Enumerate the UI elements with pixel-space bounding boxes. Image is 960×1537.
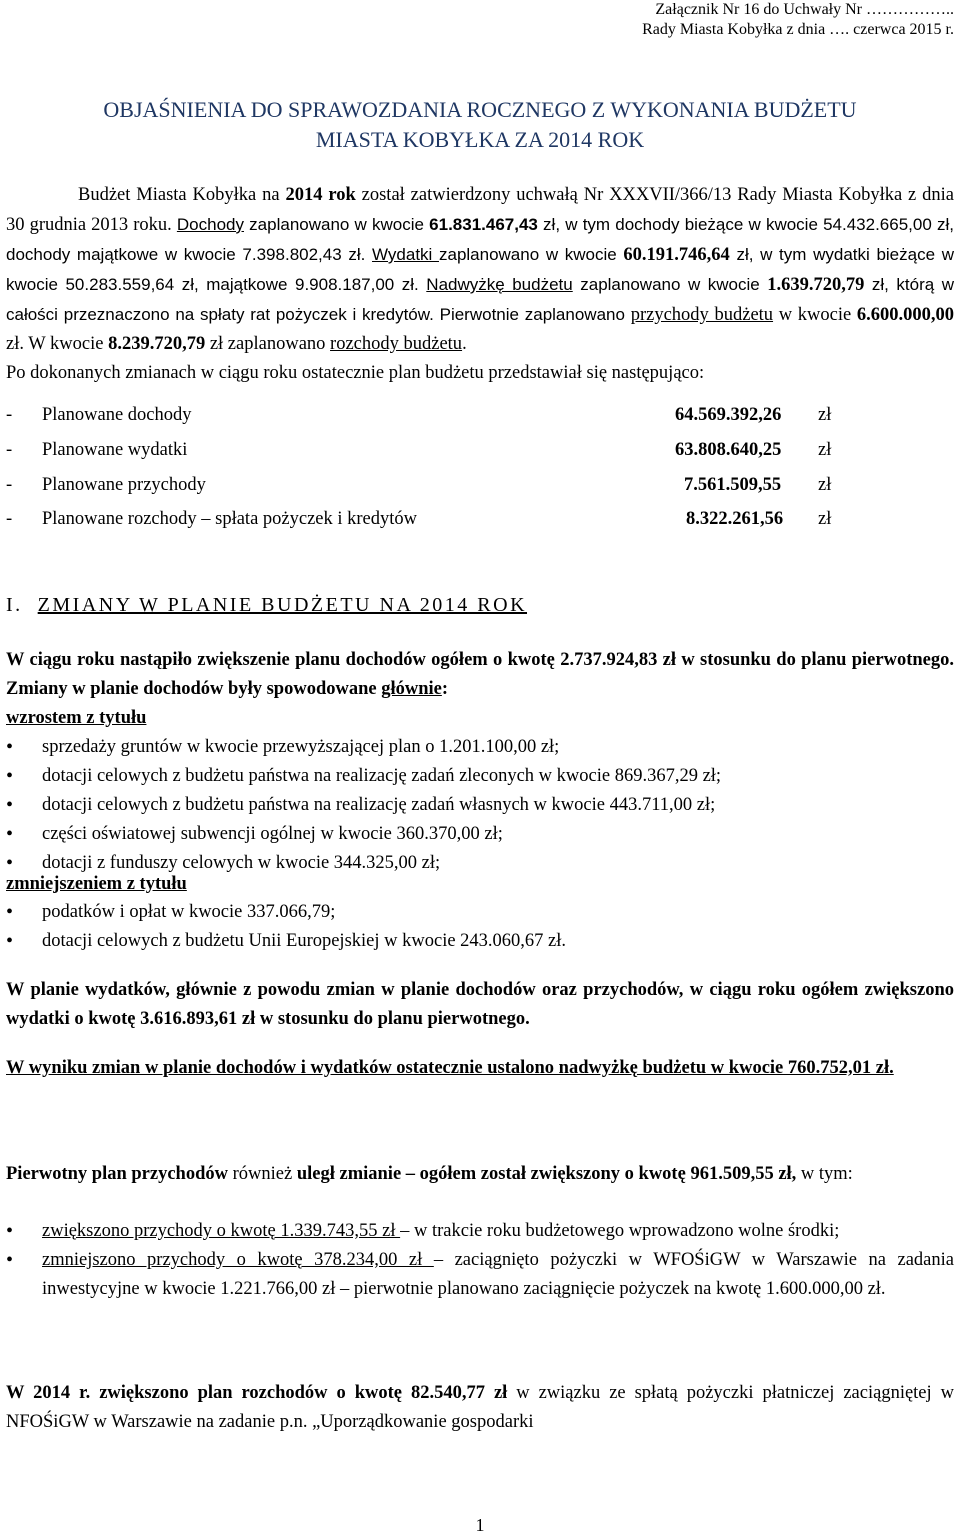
surplus-text: zaplanowano w kwocie: [572, 275, 768, 294]
revenue-increase: zwiększono przychody o kwotę 1.339.743,55 zł: [42, 1221, 401, 1241]
plan-dash: -: [6, 475, 13, 495]
list-item: [6, 1217, 954, 1246]
revenue-decrease: zmniejszono przychody o kwotę 378.234,00 zł: [42, 1250, 434, 1270]
revenue-plan-paragraph: [6, 1160, 954, 1189]
income-change-mainly: głównie: [381, 679, 442, 699]
header-line-1: Załącznik Nr 16 do Uchwały Nr ……………..: [655, 1, 954, 18]
intro-text-2: został zatwierdzony uchwałą Nr XXXVII/366/13 Rady Miasta Kobyłka z dnia 30 grudnia 2013 roku.: [6, 185, 954, 235]
plan-unit: zł: [818, 440, 832, 460]
revenue-label: przychody budżetu: [630, 305, 774, 325]
outflows-text-1: zwiększono plan rozchodów o kwotę: [90, 1383, 411, 1403]
plan-row-expenses: [6, 440, 954, 474]
outflows-text-2: w związku ze spłatą pożyczki płatniczej zaciągniętej w NFOŚiGW w Warszawie na zadanie p.n. „Uporządkowanie gospodarki: [6, 1383, 954, 1432]
plan-dash: -: [6, 405, 13, 425]
plan-label: Planowane rozchody – spłata pożyczek i kredytów: [42, 509, 418, 529]
list-item: • dotacji celowych z budżetu Unii Europejskiej w kwocie 243.060,67 zł.: [6, 927, 954, 956]
expense-details: zł, w tym wydatki bieżące w kwocie 50.283.559,64 zł, majątkowe 9.908.187,00 zł.: [6, 245, 954, 294]
intro-paragraph: [6, 181, 954, 388]
expenses-paragraph: [6, 976, 954, 1034]
list-item: • części oświatowej subwencji ogólnej w kwocie 360.370,00 zł;: [6, 820, 954, 849]
plan-unit: zł: [818, 405, 832, 425]
document-title: [0, 95, 960, 155]
increase-label: wzrostem z tytułu: [6, 708, 147, 728]
revenue-plan-text-2: również: [232, 1164, 293, 1184]
section-number: I.: [6, 594, 23, 616]
plan-unit: zł: [818, 475, 832, 495]
intro-text-1: Budżet Miasta Kobyłka na: [78, 185, 286, 205]
section-title-text: ZMIANY W PLANIE BUDŻETU NA 2014 ROK: [37, 594, 528, 616]
expense-amount: 60.191.746,64: [623, 245, 730, 265]
list-item: • podatków i opłat w kwocie 337.066,79;: [6, 898, 954, 927]
income-amount: 61.831.467,43: [429, 215, 538, 234]
revenue-amount: 6.600.000,00: [856, 305, 954, 325]
list-item: [6, 1246, 954, 1304]
plan-dash: -: [6, 440, 13, 460]
decrease-list: [6, 898, 954, 956]
list-item: • dotacji celowych z budżetu państwa na realizację zadań własnych w kwocie 443.711,00 zł;: [6, 791, 954, 820]
list-item: • dotacji celowych z budżetu państwa na realizację zadań zleconych w kwocie 869.367,29 zł;: [6, 762, 954, 791]
plan-row-outflows: [6, 509, 954, 543]
surplus-paragraph: [6, 1054, 954, 1083]
income-change-colon: :: [441, 679, 449, 699]
plan-value: 7.561.509,55: [684, 475, 782, 495]
intro-year: 2014 rok: [285, 185, 356, 205]
plan-label: Planowane dochody: [42, 405, 192, 425]
list-item: • sprzedaży gruntów w kwocie przewyższającej plan o 1.201.100,00 zł;: [6, 733, 954, 762]
surplus-details: zł, którą w całości przeznaczono na spłaty rat pożyczek i kredytów. Pierwotnie zaplanowano: [6, 275, 954, 324]
revenue-decrease-details: – zaciągnięto pożyczki w WFOŚiGW w Warszawie na zadania inwestycyjne w kwocie 1.221.766,00 zł – pierwotnie planowano zaciągnięcie pożyczek na kwotę 1.600.000,00 zł.: [42, 1250, 954, 1299]
expense-text: zaplanowano w kwocie: [438, 245, 624, 264]
title-line-2: MIASTA KOBYŁKA ZA 2014 ROK: [315, 127, 645, 152]
surplus-amount: 1.639.720,79: [767, 275, 865, 295]
decrease-label: zmniejszeniem z tytułu: [6, 874, 187, 894]
revenue-text: w kwocie: [773, 305, 857, 325]
revenue-plan-text-3: uległ zmianie – ogółem został zwiększony o kwotę: [292, 1164, 691, 1184]
plan-intro: Po dokonanych zmianach w ciągu roku ostatecznie plan budżetu przedstawiał się następująco:: [6, 363, 705, 383]
header-line-2: Rady Miasta Kobyłka z dnia …. czerwca 2015 r.: [642, 21, 954, 38]
expenses-text: W planie wydatków, głównie z powodu zmian w planie dochodów oraz przychodów, w ciągu roku ogółem zwiększono wydatki o kwotę 3.616.893,61 zł w stosunku do planu pierwotnego.: [6, 980, 954, 1029]
plan-value: 8.322.261,56: [686, 509, 784, 529]
outflow-text-2: zł zaplanowano: [205, 334, 331, 354]
outflows-year: W 2014 r.: [6, 1383, 91, 1403]
surplus-text: W wyniku zmian w planie dochodów i wydatków ostatecznie ustalono nadwyżkę budżetu w kwocie 760.752,01 zł.: [6, 1058, 894, 1078]
plan-row-income: [6, 405, 954, 439]
outflow-text: zł. W kwocie: [6, 334, 109, 354]
income-change-summary: W ciągu roku nastąpiło zwiększenie planu dochodów ogółem o kwotę 2.737.924,83 zł w stosunku do planu pierwotnego.: [6, 650, 954, 670]
plan-row-revenue: [6, 475, 954, 509]
outflow-label: rozchody budżetu: [330, 334, 463, 354]
revenue-plan-text-1: Pierwotny plan przychodów: [6, 1164, 233, 1184]
section-heading: [6, 590, 527, 620]
increase-list: [6, 733, 954, 878]
expense-label: Wydatki: [372, 245, 439, 264]
decrease-label-row: [6, 870, 954, 899]
page-number: 1: [475, 1515, 485, 1535]
outflow-amount: 8.239.720,79: [108, 334, 206, 354]
revenue-plan-list: [6, 1217, 954, 1304]
plan-value: 63.808.640,25: [675, 440, 782, 460]
revenue-plan-text-4: w tym:: [796, 1164, 853, 1184]
income-label: Dochody: [176, 215, 244, 234]
revenue-plan-amount: 961.509,55 zł,: [690, 1164, 797, 1184]
income-details: zł, w tym dochody bieżące w kwocie 54.432.665,00 zł, dochody majątkowe w kwocie 7.398.802,43 zł.: [6, 215, 954, 264]
plan-label: Planowane przychody: [42, 475, 206, 495]
plan-unit: zł: [818, 509, 832, 529]
surplus-label: Nadwyżkę budżetu: [426, 275, 573, 294]
outflows-amount: 82.540,77 zł: [410, 1383, 508, 1403]
period: .: [462, 334, 467, 354]
list-item: • dotacji z funduszy celowych w kwocie 344.325,00 zł;: [6, 849, 954, 878]
revenue-increase-details: – w trakcie roku budżetowego wprowadzono wolne środki;: [400, 1221, 840, 1241]
plan-label: Planowane wydatki: [42, 440, 188, 460]
income-change-reason: Zmiany w planie dochodów były spowodowane: [6, 679, 382, 699]
outflows-paragraph: [6, 1379, 954, 1437]
income-changes-paragraph: [6, 646, 954, 733]
income-text: zaplanowano w kwocie: [244, 215, 430, 234]
title-line-1: OBJAŚNIENIA DO SPRAWOZDANIA ROCZNEGO Z WYKONANIA BUDŻETU: [103, 97, 857, 122]
plan-value: 64.569.392,26: [675, 405, 782, 425]
plan-dash: -: [6, 509, 13, 529]
attachment-header: [642, 0, 954, 40]
